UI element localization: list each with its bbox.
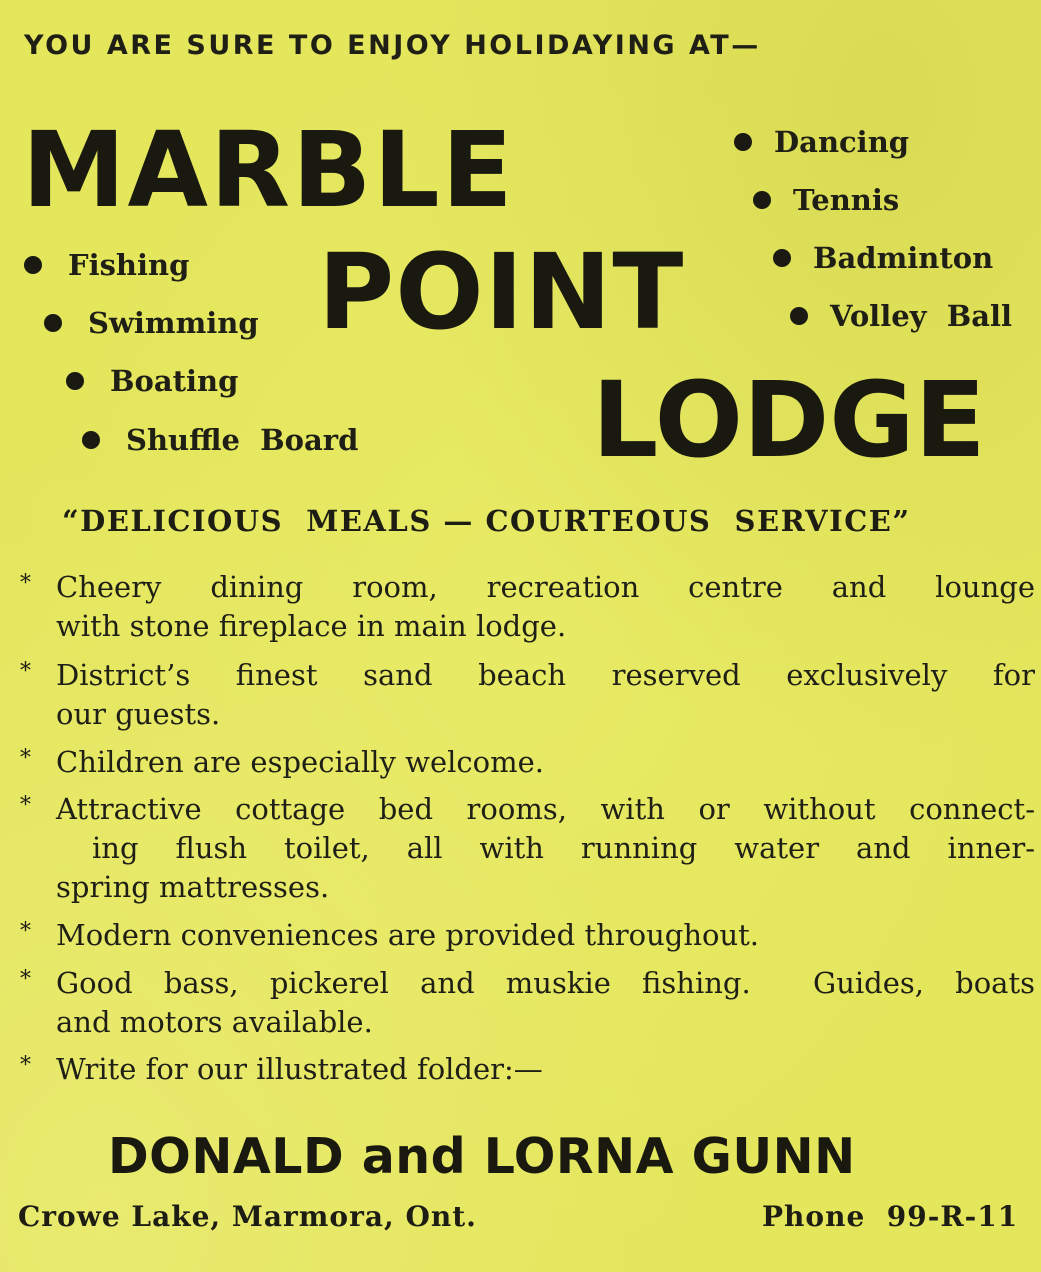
owner-names: DONALD and LORNA GUNN [108, 1128, 856, 1185]
activity-fishing [24, 248, 189, 282]
activity-label: Badminton [813, 241, 994, 275]
feature-line: Children are especially welcome. [56, 745, 545, 779]
activity-label: Tennis [793, 183, 900, 217]
asterisk-icon: * [20, 659, 31, 684]
activity-label: Volley Ball [830, 299, 1013, 333]
activity-label: Dancing [774, 125, 910, 159]
feature-line: ing flush toilet, all with running water and inner- [92, 831, 1035, 865]
feature-line: Good bass, pickerel and muskie fishing. Guides, boats [56, 966, 1035, 1000]
title-marble: MARBLE [22, 109, 515, 231]
slogan: “DELICIOUS MEALS — COURTEOUS SERVICE” [62, 504, 911, 538]
asterisk-icon: * [20, 746, 31, 771]
bullet-icon [790, 307, 808, 325]
activity-badminton [773, 241, 993, 275]
asterisk-icon: * [20, 571, 31, 596]
asterisk-icon: * [20, 793, 31, 818]
feature-line: District’s finest sand beach reserved exclusively for [56, 658, 1035, 692]
address: Crowe Lake, Marmora, Ont. [18, 1200, 477, 1233]
asterisk-icon: * [20, 919, 31, 944]
phone-number: Phone 99-R-11 [762, 1200, 1019, 1233]
feature-line: Attractive cottage bed rooms, with or without connect- [56, 792, 1035, 826]
title-lodge: LODGE [592, 359, 986, 481]
feature-line: spring mattresses. [56, 870, 330, 904]
feature-line: and motors available. [56, 1005, 373, 1039]
asterisk-icon: * [20, 1053, 31, 1078]
feature-fishing [20, 964, 1035, 1042]
activity-dancing [734, 125, 909, 159]
bullet-icon [753, 191, 771, 209]
feature-modern-conveniences [20, 916, 1035, 955]
feature-cottage-rooms [20, 790, 1035, 907]
bullet-icon [44, 314, 62, 332]
feature-line: with stone fireplace in main lodge. [56, 609, 567, 643]
activity-boating [66, 364, 238, 398]
activity-label: Shuffle Board [126, 423, 359, 457]
activity-tennis [753, 183, 899, 217]
activity-volley-ball [790, 299, 1012, 333]
bullet-icon [734, 133, 752, 151]
activity-label: Fishing [68, 248, 190, 282]
asterisk-icon: * [20, 967, 31, 992]
activity-shuffle-board [82, 423, 358, 457]
feature-line: Modern conveniences are provided throughout. [56, 918, 760, 952]
feature-line: Cheery dining room, recreation centre and lounge [56, 570, 1035, 604]
title-point: POINT [318, 231, 685, 353]
feature-folder [20, 1050, 1035, 1089]
activity-swimming [44, 306, 259, 340]
feature-children [20, 743, 1035, 782]
feature-dining-room [20, 568, 1035, 646]
bullet-icon [82, 431, 100, 449]
feature-sand-beach [20, 656, 1035, 734]
activity-label: Swimming [88, 306, 259, 340]
bullet-icon [773, 249, 791, 267]
bullet-icon [24, 256, 42, 274]
tagline: YOU ARE SURE TO ENJOY HOLIDAYING AT— [24, 30, 761, 61]
activity-label: Boating [110, 364, 239, 398]
bullet-icon [66, 372, 84, 390]
feature-line: our guests. [56, 697, 221, 731]
feature-line: Write for our illustrated folder:— [56, 1052, 543, 1086]
